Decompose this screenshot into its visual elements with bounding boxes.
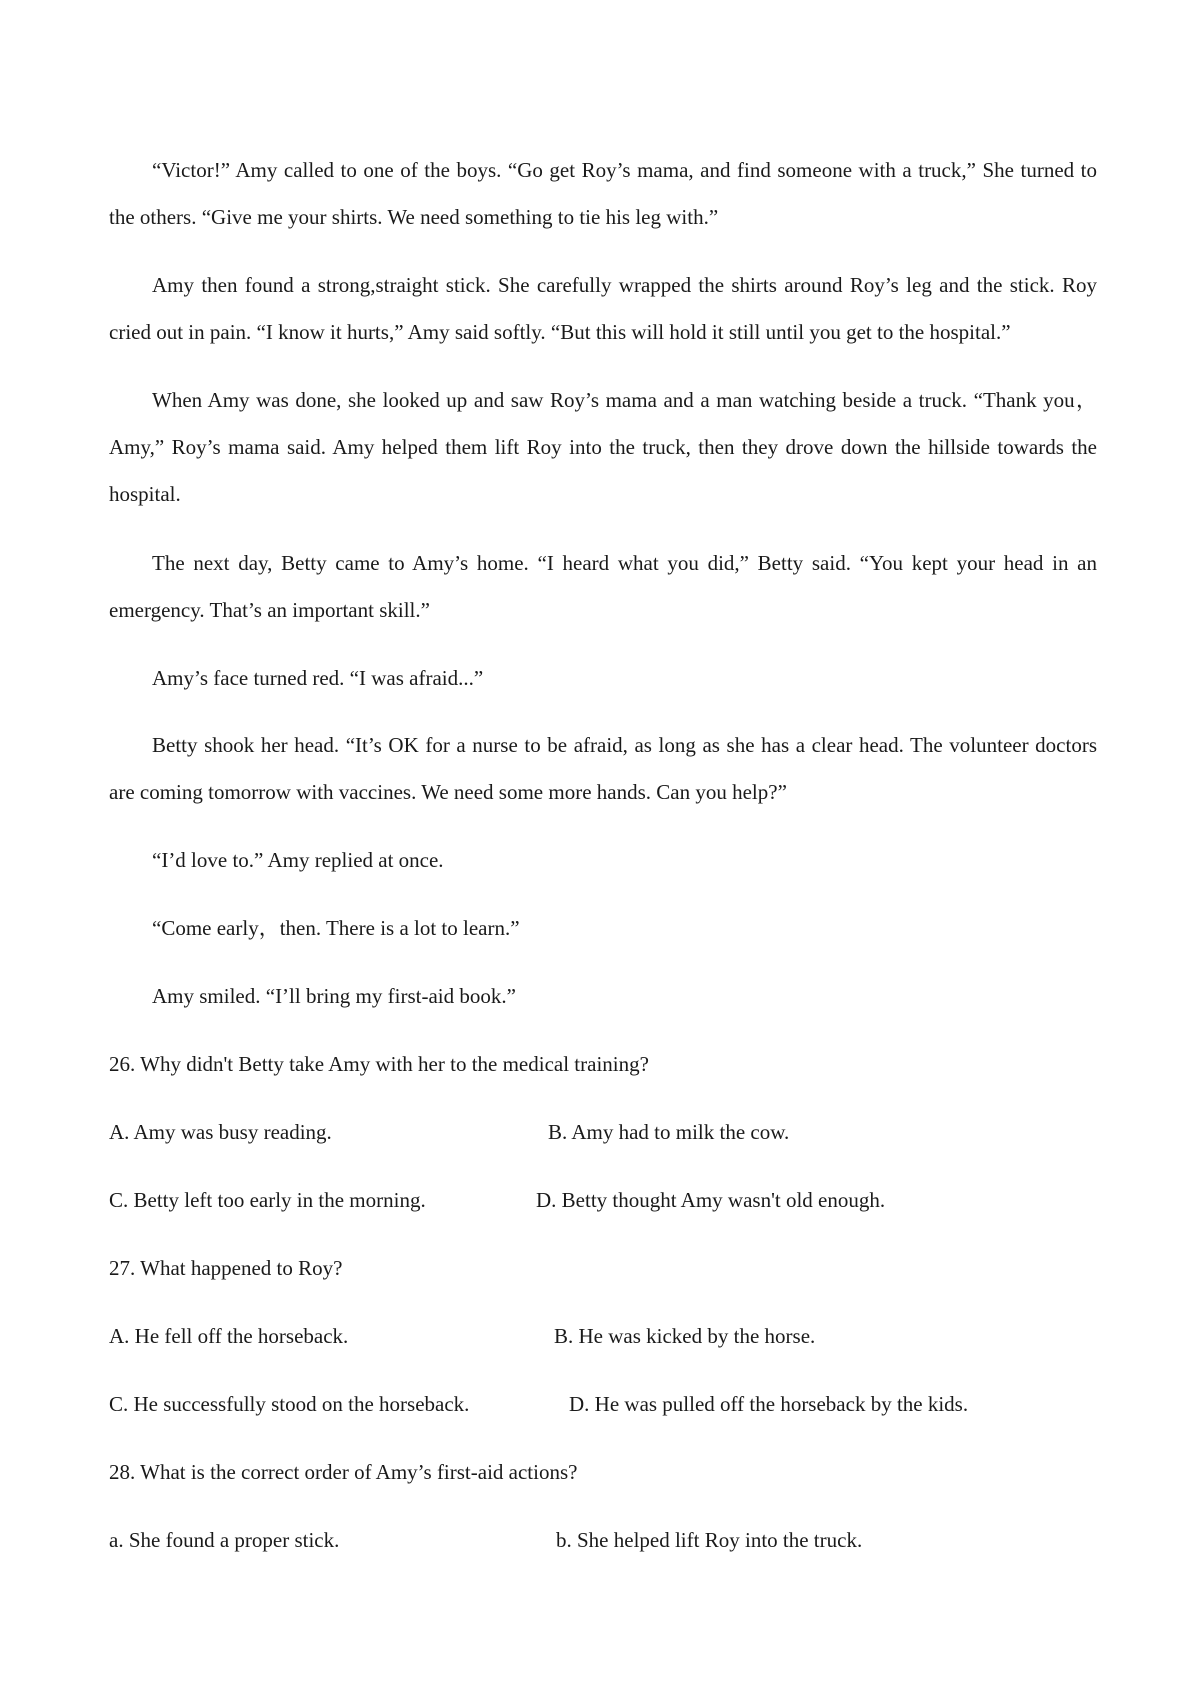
- question-26-option-a: A. Amy was busy reading.: [109, 1120, 332, 1144]
- passage-paragraph-8: “Come early，then. There is a lot to learn.”: [152, 916, 520, 940]
- question-26-stem: 26. Why didn't Betty take Amy with her to the medical training?: [109, 1052, 649, 1076]
- passage-paragraph-7: “I’d love to.” Amy replied at once.: [152, 848, 444, 872]
- question-27-option-c: C. He successfully stood on the horseback.: [109, 1392, 470, 1416]
- question-27-option-d: D. He was pulled off the horseback by the kids.: [569, 1392, 969, 1416]
- question-27-option-b: B. He was kicked by the horse.: [554, 1324, 816, 1348]
- question-28-stem: 28. What is the correct order of Amy’s first-aid actions?: [109, 1460, 578, 1484]
- passage-paragraph-2: Amy then found a strong,straight stick. She carefully wrapped the shirts around Roy’s leg and the stick. Roy cried out in pain. “I know it hurts,” Amy said softly. “But this will hold it still until you get to the hospital.”: [109, 273, 1097, 344]
- question-27-stem: 27. What happened to Roy?: [109, 1256, 343, 1280]
- question-26-option-b: B. Amy had to milk the cow.: [548, 1120, 790, 1144]
- question-28-item-b: b. She helped lift Roy into the truck.: [556, 1528, 863, 1552]
- passage-paragraph-4: The next day, Betty came to Amy’s home. “I heard what you did,” Betty said. “You kept your head in an emergency. That’s an important skill.”: [109, 551, 1097, 622]
- question-28-item-a: a. She found a proper stick.: [109, 1528, 340, 1552]
- passage-paragraph-6: Betty shook her head. “It’s OK for a nurse to be afraid, as long as she has a clear head. The volunteer doctors are coming tomorrow with vaccines. We need some more hands. Can you help?”: [109, 733, 1097, 804]
- question-26-option-c: C. Betty left too early in the morning.: [109, 1188, 426, 1212]
- passage-paragraph-1: “Victor!” Amy called to one of the boys. “Go get Roy’s mama, and find someone with a truck,” She turned to the others. “Give me your shirts. We need something to tie his leg with.”: [109, 158, 1097, 229]
- question-26-option-d: D. Betty thought Amy wasn't old enough.: [536, 1188, 886, 1212]
- passage-paragraph-9: Amy smiled. “I’ll bring my first-aid book.”: [152, 984, 516, 1008]
- question-27-option-a: A. He fell off the horseback.: [109, 1324, 349, 1348]
- passage-paragraph-5: Amy’s face turned red. “I was afraid...”: [152, 666, 484, 690]
- passage-paragraph-3: When Amy was done, she looked up and saw Roy’s mama and a man watching beside a truck. “Thank you，Amy,” Roy’s mama said. Amy helped them lift Roy into the truck, then they drove down the hillside towards the hospital.: [109, 388, 1097, 506]
